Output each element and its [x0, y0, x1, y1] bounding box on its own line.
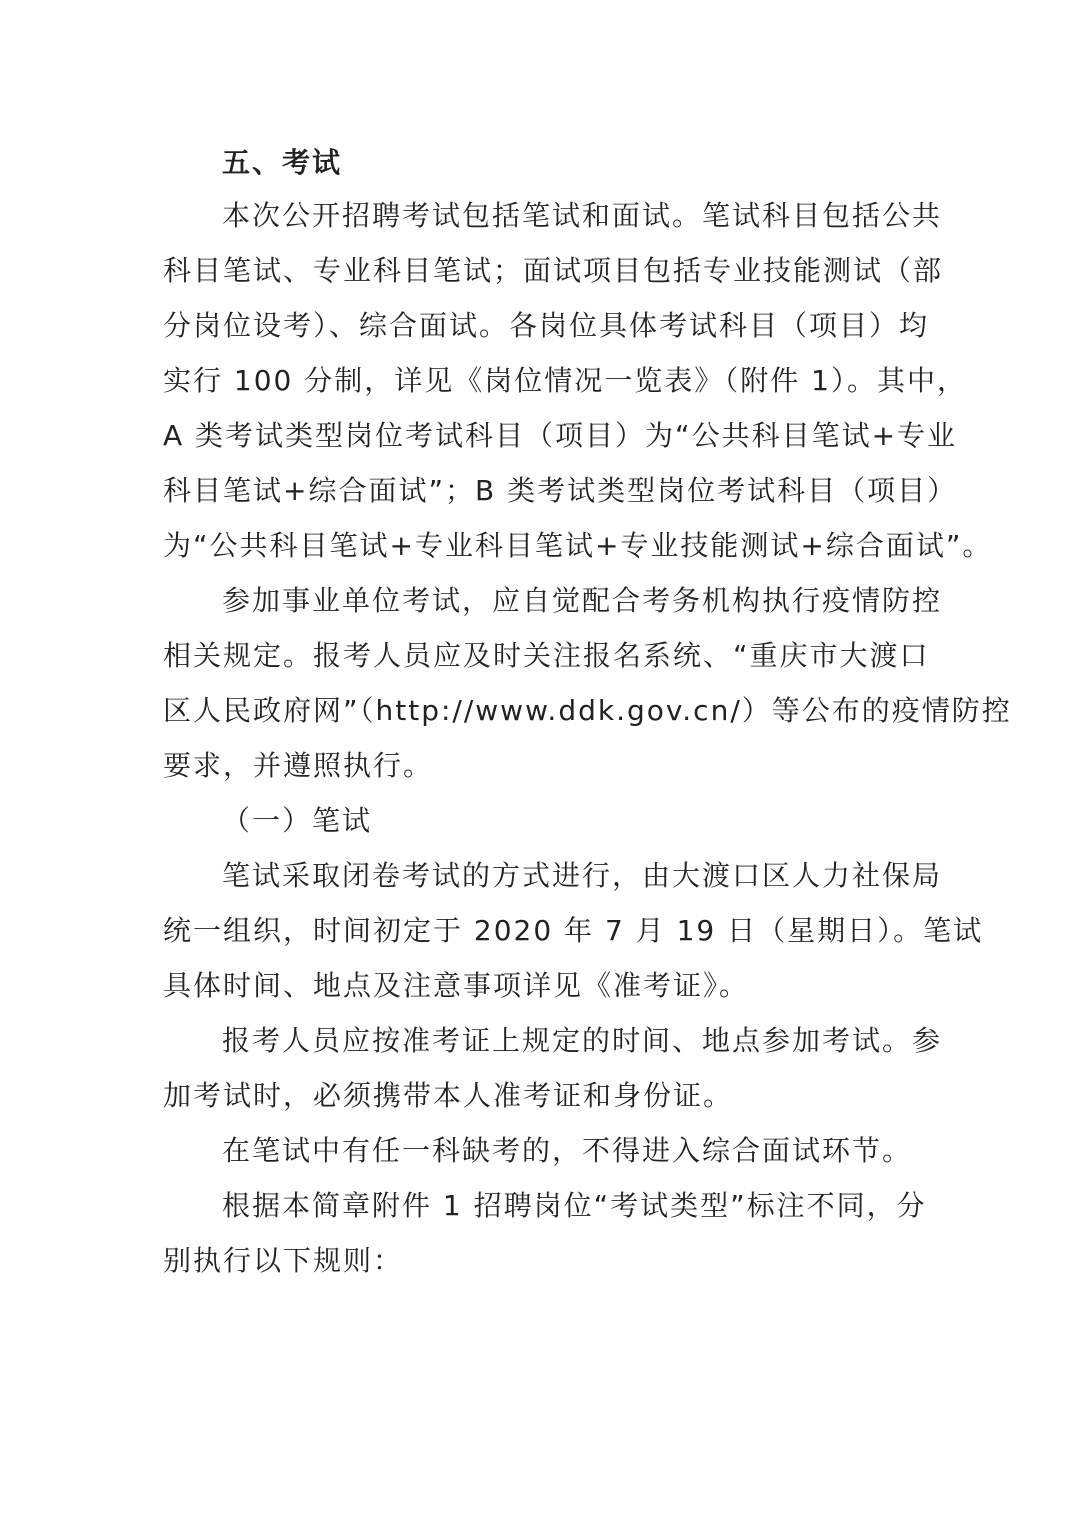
section-title: 五、考试 [222, 146, 343, 179]
paragraph-line: 相关规定。报考人员应及时关注报名系统、“重庆市大渡口 [163, 639, 930, 672]
paragraph-line: 要求，并遵照执行。 [163, 749, 434, 782]
paragraph-line: 别执行以下规则： [163, 1244, 404, 1277]
paragraph-line: 科目笔试+综合面试”；B 类考试类型岗位考试科目（项目） [163, 474, 958, 507]
paragraph-line: 科目笔试、专业科目笔试；面试项目包括专业技能测试（部 [163, 254, 944, 287]
paragraph-line: 实行 100 分制，详见《岗位情况一览表》（附件 1）。其中， [163, 364, 967, 397]
paragraph-line: 为“公共科目笔试+专业科目笔试+专业技能测试+综合面试”。 [163, 529, 993, 562]
paragraph-line: 具体时间、地点及注意事项详见《准考证》。 [163, 969, 750, 1002]
paragraph-line: 在笔试中有任一科缺考的，不得进入综合面试环节。 [222, 1134, 913, 1167]
paragraph-line: 区人民政府网”（http://www.ddk.gov.cn/）等公布的疫情防控 [163, 694, 1012, 727]
paragraph-line: 参加事业单位考试，应自觉配合考务机构执行疫情防控 [222, 584, 943, 617]
paragraph-line: 统一组织，时间初定于 2020 年 7 月 19 日（星期日）。笔试 [163, 914, 984, 947]
subsection-title: （一）笔试 [222, 804, 373, 837]
paragraph-line: 笔试采取闭卷考试的方式进行，由大渡口区人力社保局 [222, 859, 943, 892]
paragraph-line: 分岗位设考）、综合面试。各岗位具体考试科目（项目）均 [163, 309, 930, 342]
paragraph-line: 加考试时，必须携带本人准考证和身份证。 [163, 1079, 734, 1112]
paragraph-line: 本次公开招聘考试包括笔试和面试。笔试科目包括公共 [222, 199, 943, 232]
paragraph-line: 报考人员应按准考证上规定的时间、地点参加考试。参 [222, 1024, 943, 1057]
paragraph-line: A 类考试类型岗位考试科目（项目）为“公共科目笔试+专业 [163, 419, 958, 452]
paragraph-line: 根据本简章附件 1 招聘岗位“考试类型”标注不同，分 [222, 1189, 927, 1222]
